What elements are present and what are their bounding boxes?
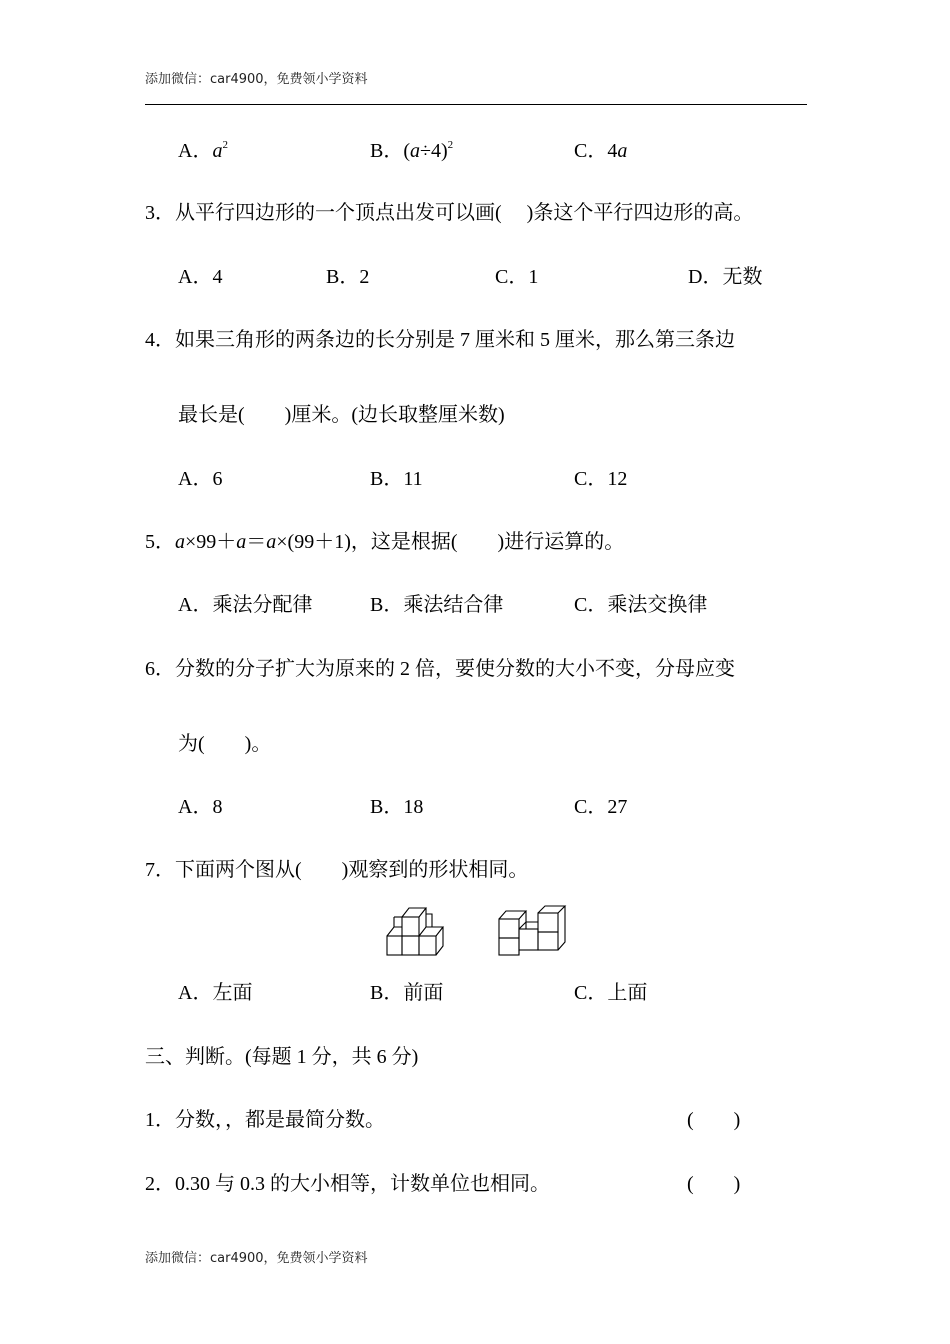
q4-option-a: A．6 [178, 468, 223, 490]
judge-2-text: 2．0.30 与 0.3 的大小相等，计数单位也相同。 [145, 1173, 550, 1195]
footer-note: 添加微信：car4900，免费领小学资料 [145, 1251, 368, 1266]
q5-option-b: B．乘法结合律 [370, 594, 504, 616]
q5-option-a: A．乘法分配律 [178, 594, 313, 616]
q4-option-b: B．11 [370, 468, 423, 490]
q3-option-a: A．4 [178, 266, 223, 288]
q3-option-d: D．无数 [688, 266, 763, 288]
q6-option-a: A．8 [178, 796, 223, 818]
header-rule [145, 104, 807, 105]
q2-option-b: B．$(a\div 4)^2$ [370, 139, 454, 162]
q3-option-c: C．1 [495, 266, 539, 288]
q2-option-a: A．$a^2$ [178, 139, 228, 162]
q5-option-c: C．乘法交换律 [574, 594, 708, 616]
q3-option-b: B．2 [326, 266, 370, 288]
q2-option-c: C．4a [574, 140, 628, 162]
cube-figure-left [387, 908, 443, 955]
header-note: 添加微信：car4900，免费领小学资料 [145, 72, 368, 87]
q6-option-c: C．27 [574, 796, 628, 818]
q4-stem-line1: 4．如果三角形的两条边的长分别是 7 厘米和 5 厘米，那么第三条边 [145, 329, 735, 351]
q3-stem: 3．从平行四边形的一个顶点出发可以画( )条这个平行四边形的高。 [145, 202, 754, 224]
q7-option-a: A．左面 [178, 982, 253, 1004]
cube-figure-right [499, 906, 565, 955]
judge-1-text: 1．分数，，都是最简分数。 [145, 1109, 385, 1131]
q7-option-b: B．前面 [370, 982, 444, 1004]
q4-option-c: C．12 [574, 468, 628, 490]
q7-stem: 7．下面两个图从( )观察到的形状相同。 [145, 859, 529, 881]
q5-stem: 5．a×99＋a＝a×(99＋1)，这是根据( )进行运算的。 [145, 531, 625, 553]
q6-stem-line1: 6．分数的分子扩大为原来的 2 倍，要使分数的大小不变，分母应变 [145, 658, 735, 680]
cube-figures [385, 904, 569, 958]
section3-title: 三、判断。(每题 1 分，共 6 分) [145, 1046, 419, 1068]
q6-stem-line2: 为( )。 [178, 733, 272, 755]
judge-1-answer-blank[interactable]: ( ) [687, 1109, 741, 1131]
q4-stem-line2: 最长是( )厘米。(边长取整厘米数) [178, 404, 505, 426]
judge-2-answer-blank[interactable]: ( ) [687, 1173, 741, 1195]
q6-option-b: B．18 [370, 796, 424, 818]
q7-option-c: C．上面 [574, 982, 648, 1004]
